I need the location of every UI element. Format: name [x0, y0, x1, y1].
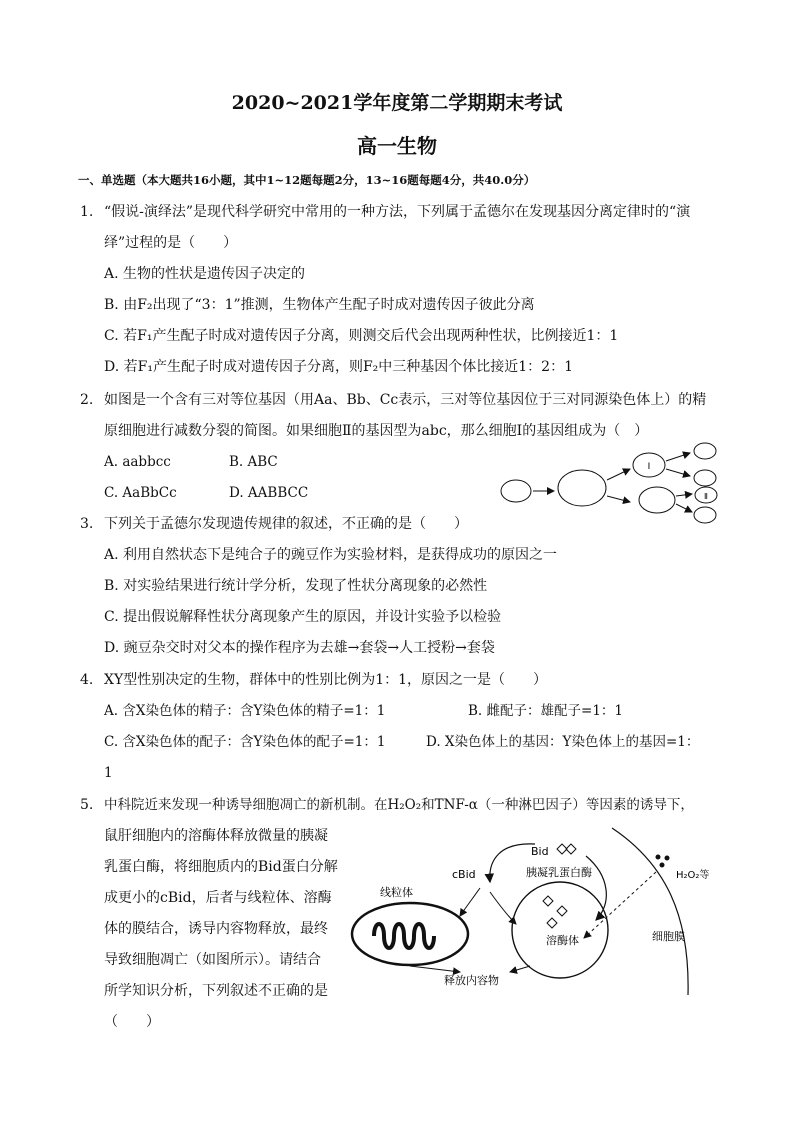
secondary-spermatocyte-cell: [639, 487, 675, 513]
mito-cristae: [374, 924, 434, 948]
option-d: D. 豌豆杂交时对父本的操作程序为去雄→套袋→人工授粉→套袋: [104, 640, 495, 656]
h2o2-label: H₂O₂等: [676, 870, 710, 881]
release-label: 释放内容物: [444, 974, 499, 987]
question-stem: 成更小的cBid，后者与线粒体、溶酶: [104, 890, 332, 906]
bid-label: Bid: [531, 845, 549, 858]
spermatogonium-cell: [501, 480, 531, 502]
membrane-label: 细胞膜: [652, 930, 685, 943]
question-stem: 下列关于孟德尔发现遗传规律的叙述，不正确的是（ ）: [104, 516, 468, 532]
question-number: 2.: [80, 392, 94, 408]
section-heading: 一、单选题（本大题共16小题，其中1~12题每题2分，13~16题每题4分，共40.0分）: [78, 173, 536, 187]
question-stem: XY型性别决定的生物，群体中的性别比例为1：1，原因之一是（ ）: [104, 672, 548, 688]
option-a: A. 含X染色体的精子：含Y染色体的精子=1：1: [104, 703, 386, 719]
question-stem: 体的膜结合，诱导内容物释放，最终: [104, 921, 328, 937]
enzyme-label: 胰凝乳蛋白酶: [526, 866, 592, 879]
primary-spermatocyte-cell: [558, 470, 606, 506]
lysosome-label: 溶酶体: [546, 934, 579, 947]
question-stem: 鼠肝细胞内的溶酶体释放微量的胰凝: [104, 828, 328, 844]
question-stem: 乳蛋白酶，将细胞质内的Bid蛋白分解: [104, 859, 338, 875]
option-c: C. 提出假说解释性状分离现象产生的原因，并设计实验予以检验: [104, 609, 502, 625]
cbid-label: cBid: [452, 868, 476, 881]
question-stem: 中科院近来发现一种诱导细胞凋亡的新机制。在H₂O₂和TNF-α（一种淋巴因子）等因素的诱导下，: [104, 797, 694, 813]
option-c: C. 若F₁产生配子时成对遗传因子分离，则测交后代会出现两种性状，比例接近1：1: [104, 328, 619, 344]
lysosome-icon: [512, 882, 608, 978]
option-b: B. 对实验结果进行统计学分析，发现了性状分离现象的必然性: [104, 578, 488, 594]
option-a: A. 生物的性状是遗传因子决定的: [104, 266, 306, 282]
cell-membrane-line: [612, 828, 688, 995]
question-stem: 所学知识分析，下列叙述不正确的是: [104, 983, 328, 999]
question-stem: 如图是一个含有三对等位基因（用Aa、Bb、Cc表示，三对等位基因位于三对同源染色体上）的精: [104, 392, 707, 408]
spermatid-cell: [694, 507, 716, 523]
mito-label: 线粒体: [380, 886, 413, 899]
meiosis-diagram: [498, 438, 730, 526]
question-stem: 原细胞进行减数分裂的简图。如果细胞Ⅱ的基因型为abc，那么细胞Ⅰ的基因组成为（ ）: [104, 423, 649, 439]
option-b: B. 由F₂出现了“3：1”推测，生物体产生配子时成对遗传因子彼此分离: [104, 297, 535, 313]
option-c: C. 含X染色体的配子：含Y染色体的配子=1：1: [104, 734, 386, 750]
bid-protein-icon: [557, 844, 576, 854]
question-number: 3.: [80, 516, 94, 532]
cell-I-label: Ⅰ: [647, 462, 651, 472]
question-stem: 导致细胞凋亡（如图所示）。请结合: [104, 952, 321, 968]
option-d: D. X染色体上的基因：Y染色体上的基因=1：: [426, 734, 700, 750]
enzyme-granule-icon: [543, 896, 567, 928]
cell-II-label: Ⅱ: [704, 492, 708, 501]
spermatid-cell: [694, 443, 716, 459]
option-d: D. AABBCC: [229, 485, 309, 501]
option-d-continued: 1: [104, 765, 113, 781]
h2o2-molecules-icon: [656, 855, 670, 868]
option-c: C. AaBbCc: [104, 485, 177, 501]
question-number: 1.: [80, 204, 94, 220]
apoptosis-diagram: [340, 820, 730, 995]
mitochondrion-icon: [352, 903, 468, 965]
question-stem: （ ）: [104, 1014, 160, 1030]
option-b: B. 雌配子：雄配子=1：1: [468, 703, 623, 719]
spermatid-cell: [694, 470, 716, 486]
exam-title: 2020~2021学年度第二学期期末考试: [231, 92, 563, 114]
exam-subtitle: 高一生物: [357, 134, 437, 158]
option-b: B. ABC: [229, 454, 278, 470]
question-stem: 绎”过程的是（ ）: [104, 235, 238, 251]
option-d: D. 若F₁产生配子时成对遗传因子分离，则F₂中三种基因个体比接近1：2：1: [104, 359, 573, 375]
option-a: A. aabbcc: [104, 454, 171, 470]
question-number: 5.: [80, 797, 94, 813]
question-stem: “假说-演绎法”是现代科学研究中常用的一种方法，下列属于孟德尔在发现基因分离定律时的“演: [104, 204, 691, 220]
option-a: A. 利用自然状态下是纯合子的豌豆作为实验材料，是获得成功的原因之一: [104, 547, 558, 563]
question-number: 4.: [80, 672, 94, 688]
